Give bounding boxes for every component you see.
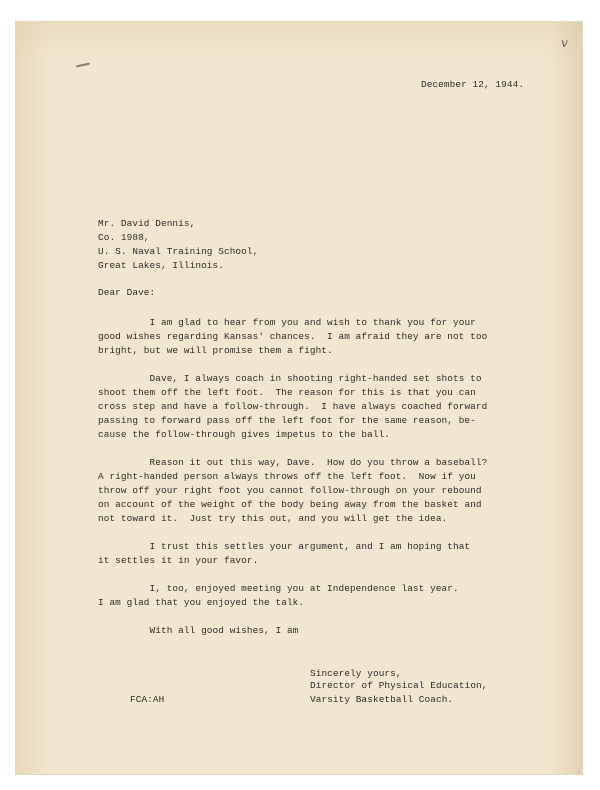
body-line: shoot them off the left foot. The reason for this is that you can [98, 387, 476, 398]
salutation: Dear Dave: [98, 287, 156, 298]
recipient-line: Mr. David Dennis, [98, 218, 196, 229]
body-line: bright, but we will promise them a fight. [98, 345, 333, 356]
letter-page [16, 22, 582, 774]
pencil-mark [76, 63, 90, 68]
signature-title-line: Director of Physical Education, [310, 680, 488, 691]
body-line: A right-handed person always throws off the left foot. Now if you [98, 471, 476, 482]
body-line: cause the follow-through gives impetus to the ball. [98, 429, 391, 440]
body-line: passing to forward pass off the left foot for the same reason, be- [98, 415, 476, 426]
body-line: Reason it out this way, Dave. How do you throw a baseball? [98, 457, 488, 468]
body-line: on account of the weight of the body being away from the basket and [98, 499, 482, 510]
body-line: I am glad to hear from you and wish to thank you for your [98, 317, 476, 328]
typist-initials: FCA:AH [130, 694, 165, 705]
body-line: With all good wishes, I am [98, 625, 299, 636]
body-line: cross step and have a follow-through. I have always coached forward [98, 401, 488, 412]
body-line: not toward it. Just try this out, and you will get the idea. [98, 513, 448, 524]
corner-check-mark: v [561, 36, 568, 50]
body-line: good wishes regarding Kansas' chances. I am afraid they are not too [98, 331, 488, 342]
body-line: I, too, enjoyed meeting you at Independence last year. [98, 583, 459, 594]
body-line: I trust this settles your argument, and I am hoping that [98, 541, 471, 552]
recipient-line: Great Lakes, Illinois. [98, 260, 224, 271]
letter-date: December 12, 1944. [421, 79, 525, 90]
body-line: it settles it in your favor. [98, 555, 259, 566]
recipient-line: Co. 1988, [98, 232, 150, 243]
closing: Sincerely yours, [310, 668, 402, 679]
body-line: throw off your right foot you cannot follow-through on your rebound [98, 485, 482, 496]
body-line: I am glad that you enjoyed the talk. [98, 597, 305, 608]
signature-title-line: Varsity Basketball Coach. [310, 694, 454, 705]
body-line: Dave, I always coach in shooting right-handed set shots to [98, 373, 482, 384]
recipient-line: U. S. Naval Training School, [98, 246, 259, 257]
